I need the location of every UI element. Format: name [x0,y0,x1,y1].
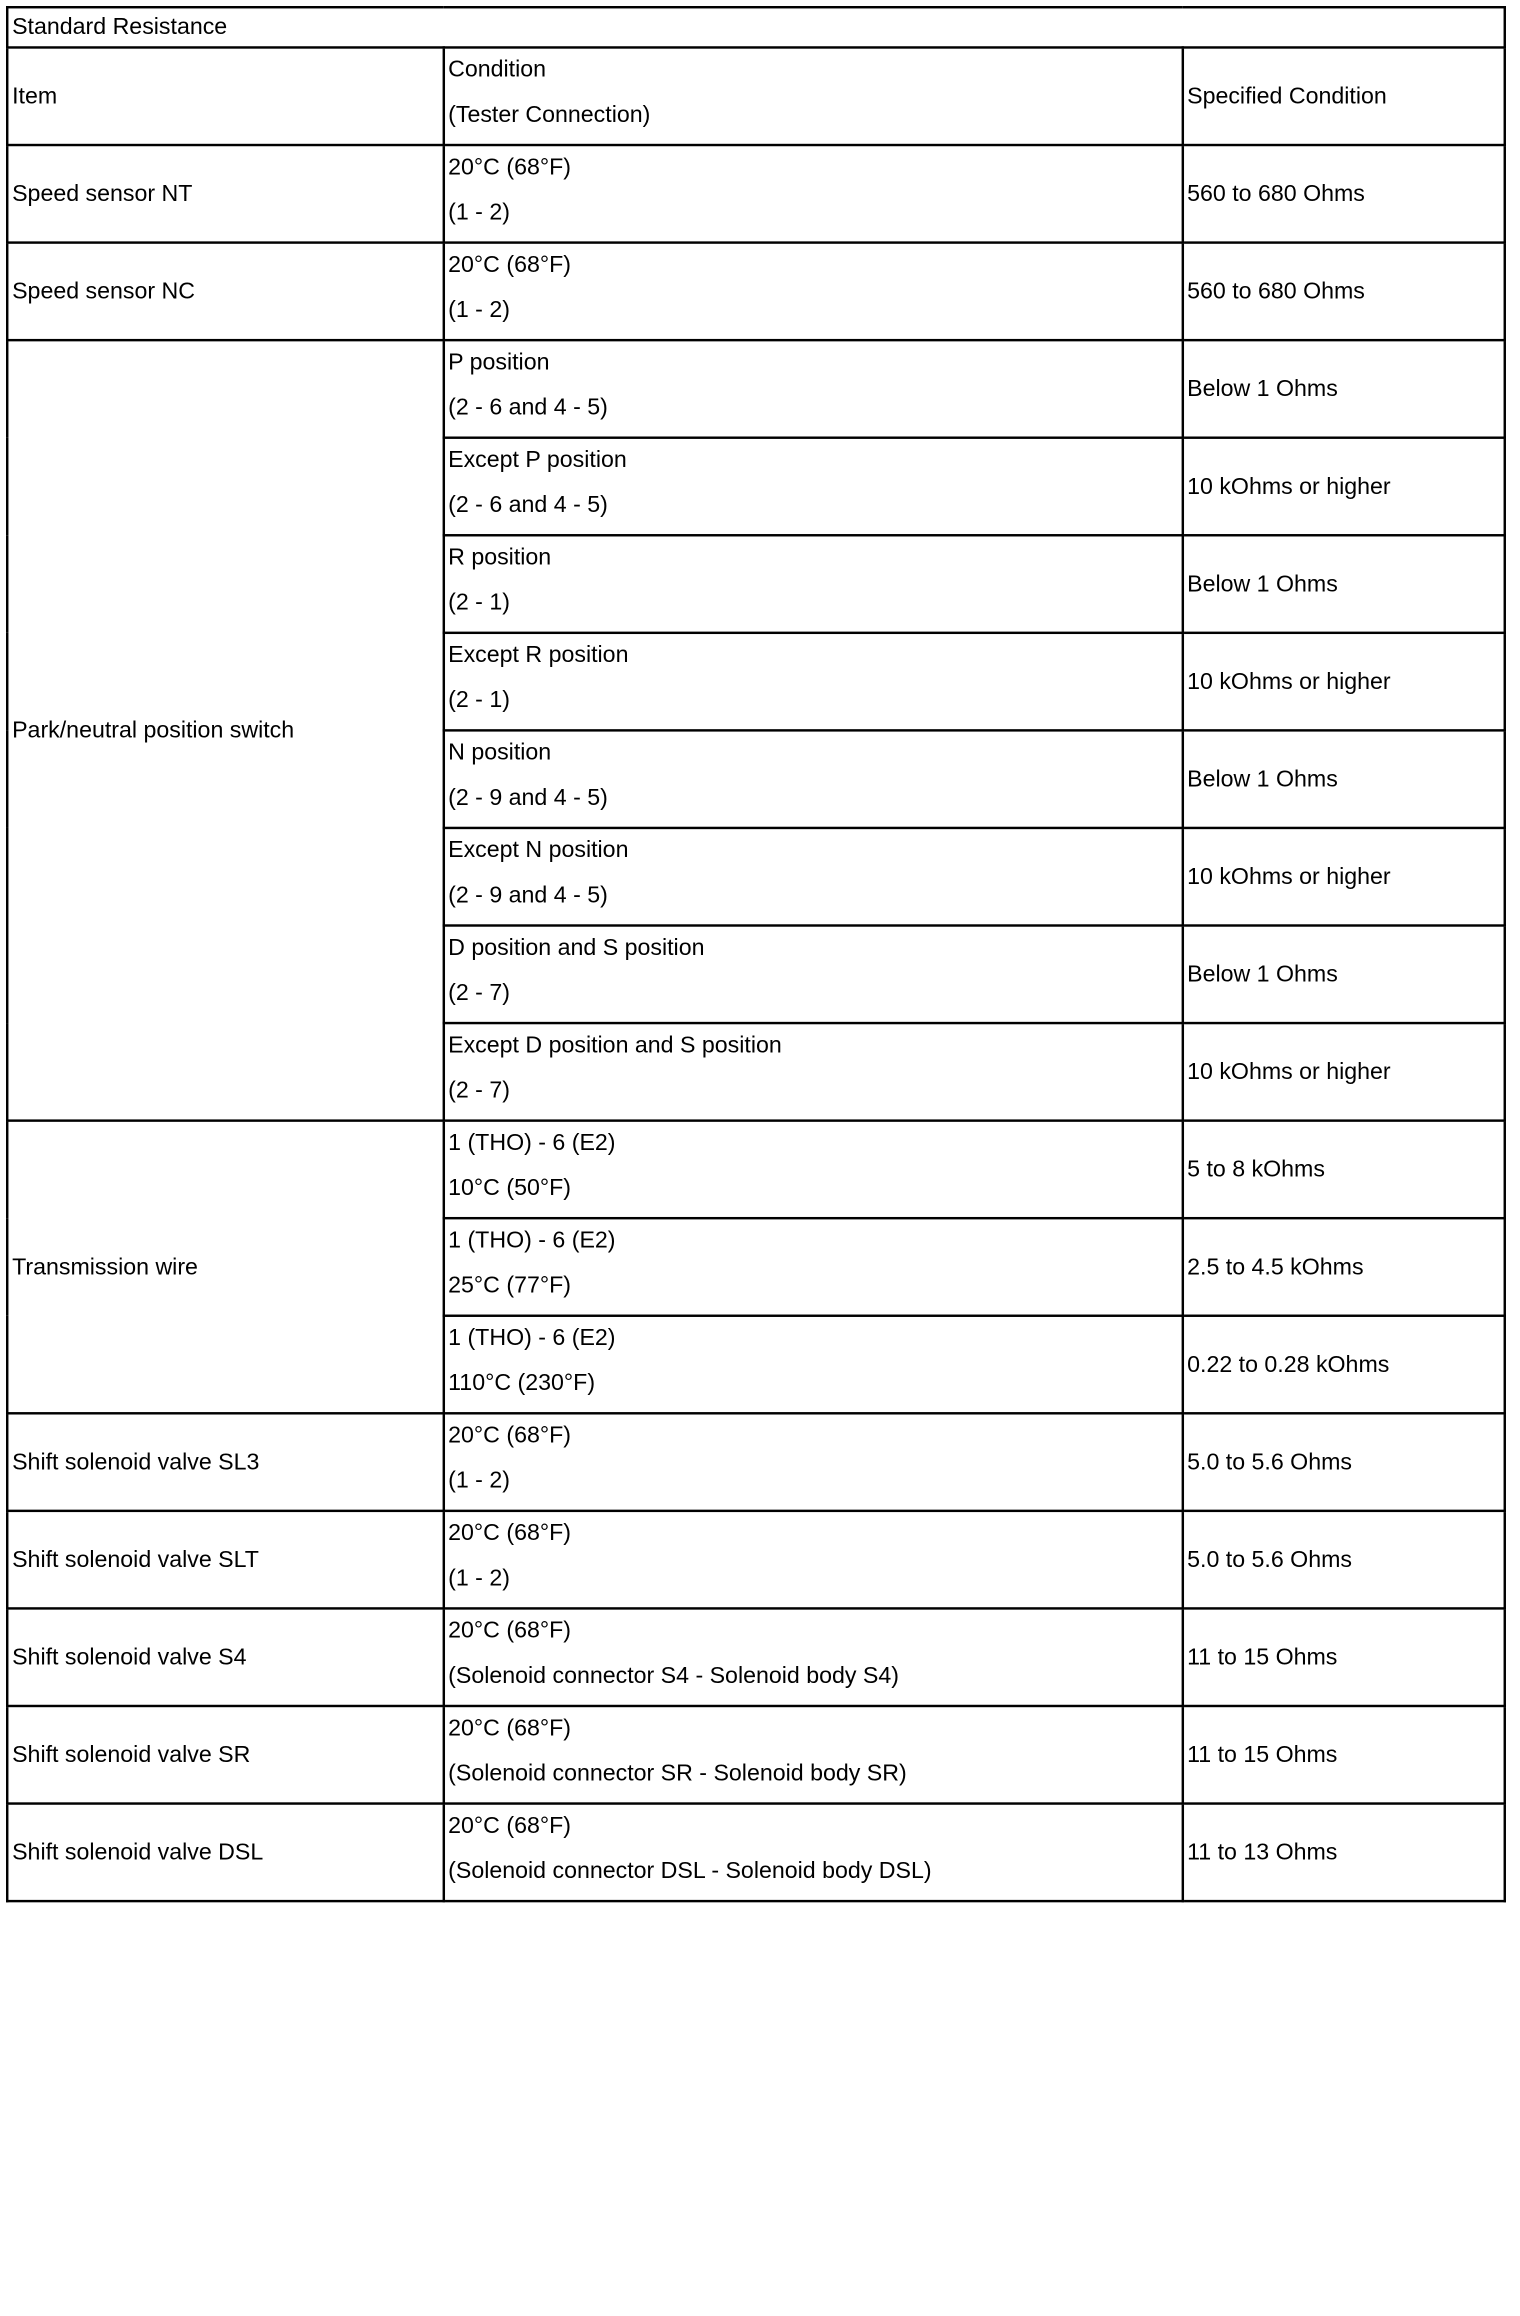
header-row [7,47,1505,145]
table-title: Standard Resistance [7,7,1505,47]
condition-line1: Except D position and S position [448,1032,782,1059]
condition-line1: 20°C (68°F) [448,1423,571,1449]
condition-cell [443,1218,1182,1316]
condition-cell [443,243,1182,341]
condition-line2: (2 - 9 and 4 - 5) [448,785,608,811]
specified-condition-cell: 0.22 to 0.28 kOhms [1182,1316,1505,1414]
table-row [7,340,1505,438]
specified-condition-cell: 11 to 13 Ohms [1182,1804,1505,1902]
specified-condition-cell: 10 kOhms or higher [1182,438,1505,536]
condition-line2: 110°C (230°F) [448,1370,596,1397]
condition-line1: 20°C (68°F) [448,154,571,181]
document-page [6,6,1520,2316]
condition-line1: 20°C (68°F) [448,1618,571,1644]
condition-cell [443,1121,1182,1219]
condition-line1: Except N position [448,837,629,864]
condition-line2: (2 - 6 and 4 - 5) [448,492,608,519]
table-row [7,243,1505,341]
item-cell: Speed sensor NC [7,243,443,341]
specified-condition-cell: 560 to 680 Ohms [1182,145,1505,243]
condition-cell [443,145,1182,243]
condition-line1: D position and S position [448,935,705,961]
specified-condition-cell: Below 1 Ohms [1182,926,1505,1024]
item-cell: Shift solenoid valve SR [7,1706,443,1804]
condition-cell [443,633,1182,731]
condition-cell [443,926,1182,1024]
table-row [7,1413,1505,1511]
condition-line1: N position [448,740,552,766]
specified-condition-cell: 10 kOhms or higher [1182,1023,1505,1121]
table-row [7,1608,1505,1706]
condition-cell [443,1023,1182,1121]
condition-line2: (1 - 2) [448,1565,510,1592]
specified-condition-cell: 11 to 15 Ohms [1182,1706,1505,1804]
condition-line2: 10°C (50°F) [448,1175,571,1202]
condition-line1: 1 (THO) - 6 (E2) [448,1325,616,1352]
specified-condition-cell: 11 to 15 Ohms [1182,1608,1505,1706]
condition-line1: Except P position [448,447,627,474]
specified-condition-cell: Below 1 Ohms [1182,340,1505,438]
condition-cell [443,1413,1182,1511]
condition-line1: 20°C (68°F) [448,1715,571,1742]
item-cell: Shift solenoid valve SL3 [7,1413,443,1511]
condition-line2: (2 - 6 and 4 - 5) [448,395,608,421]
condition-line2: (1 - 2) [448,199,510,226]
condition-line2: (2 - 1) [448,687,510,714]
table-title-row [7,7,1505,47]
condition-line1: 20°C (68°F) [448,1520,571,1547]
header-condition [443,47,1182,145]
table-row [7,1511,1505,1609]
item-cell: Speed sensor NT [7,145,443,243]
condition-cell [443,1608,1182,1706]
specified-condition-cell: 10 kOhms or higher [1182,633,1505,731]
specified-condition-cell: Below 1 Ohms [1182,535,1505,633]
condition-line1: 20°C (68°F) [448,252,571,278]
condition-line2: (2 - 7) [448,1077,510,1104]
condition-line2: (2 - 7) [448,980,510,1006]
condition-line2: (2 - 1) [448,590,510,616]
specified-condition-cell: Below 1 Ohms [1182,730,1505,828]
condition-line1: P position [448,349,550,376]
item-cell: Shift solenoid valve SLT [7,1511,443,1609]
condition-cell [443,1804,1182,1902]
condition-cell [443,828,1182,926]
header-item: Item [7,47,443,145]
item-cell: Park/neutral position switch [7,340,443,1120]
condition-line1: 1 (THO) - 6 (E2) [448,1130,616,1156]
condition-cell [443,340,1182,438]
condition-line2: (1 - 2) [448,1468,510,1494]
header-condition-line2: (Tester Connection) [448,102,651,128]
condition-line1: 20°C (68°F) [448,1813,571,1839]
condition-line2: (2 - 9 and 4 - 5) [448,882,608,909]
condition-cell [443,1511,1182,1609]
condition-line2: (Solenoid connector S4 - Solenoid body S4) [448,1663,899,1689]
specified-condition-cell: 5.0 to 5.6 Ohms [1182,1413,1505,1511]
standard-resistance-table [6,6,1506,1902]
header-condition-line1: Condition [448,57,547,83]
specified-condition-cell: 10 kOhms or higher [1182,828,1505,926]
table-row [7,1706,1505,1804]
condition-line2: (Solenoid connector DSL - Solenoid body DSL) [448,1858,932,1885]
condition-cell [443,1316,1182,1414]
table-row [7,1804,1505,1902]
condition-line1: Except R position [448,642,629,669]
specified-condition-cell: 560 to 680 Ohms [1182,243,1505,341]
header-specified-condition: Specified Condition [1182,47,1505,145]
condition-cell [443,1706,1182,1804]
condition-cell [443,730,1182,828]
condition-line1: 1 (THO) - 6 (E2) [448,1227,616,1254]
item-cell: Shift solenoid valve DSL [7,1804,443,1902]
specified-condition-cell: 2.5 to 4.5 kOhms [1182,1218,1505,1316]
condition-line2: 25°C (77°F) [448,1273,571,1299]
table-row [7,145,1505,243]
condition-line2: (Solenoid connector SR - Solenoid body SR) [448,1760,907,1787]
condition-cell [443,438,1182,536]
item-cell: Transmission wire [7,1121,443,1414]
condition-line1: R position [448,545,552,571]
condition-line2: (1 - 2) [448,297,510,324]
specified-condition-cell: 5 to 8 kOhms [1182,1121,1505,1219]
item-cell: Shift solenoid valve S4 [7,1608,443,1706]
specified-condition-cell: 5.0 to 5.6 Ohms [1182,1511,1505,1609]
condition-cell [443,535,1182,633]
table-row [7,1121,1505,1219]
